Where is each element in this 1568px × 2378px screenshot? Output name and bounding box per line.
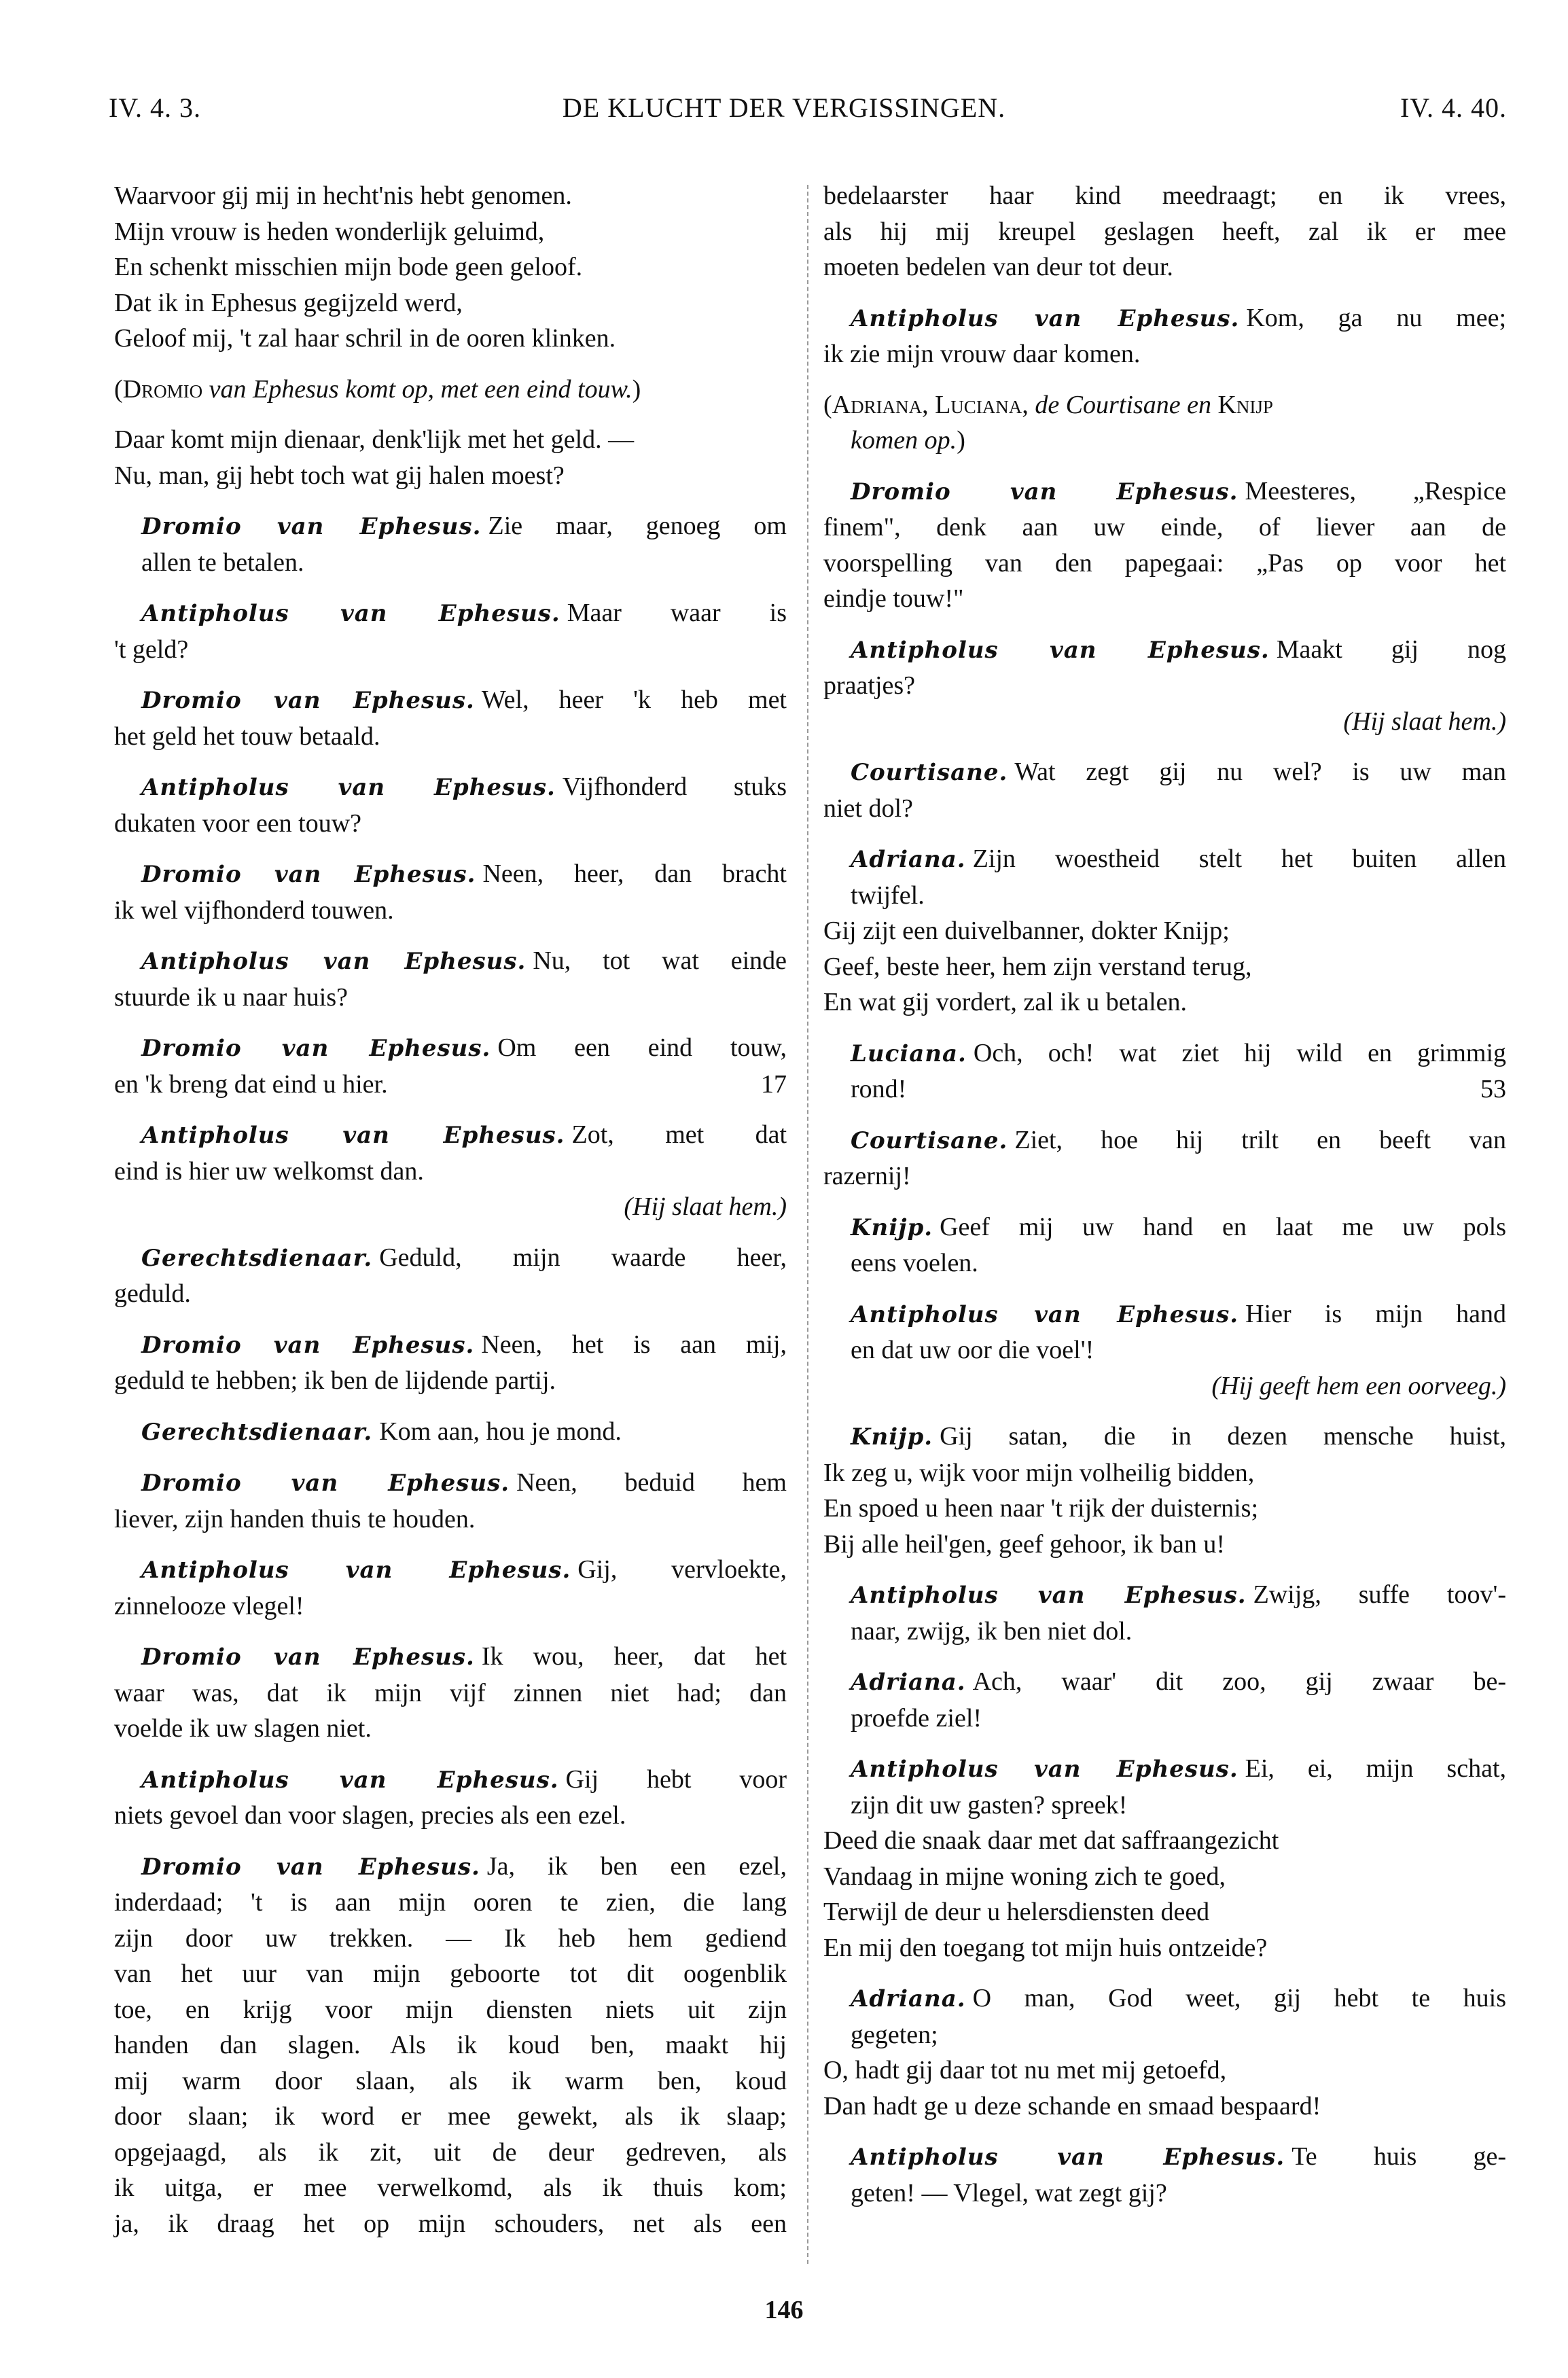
line-text: Zijn woestheid stelt het buiten allen — [972, 845, 1506, 873]
line-text: Vijfhonderd stuks — [562, 773, 787, 801]
speaker-name: Antipholus van Ephesus. — [851, 1582, 1247, 1609]
line-text: Nu, tot wat einde — [533, 946, 787, 975]
speech — [114, 1240, 787, 1312]
speech — [823, 474, 1506, 617]
line-number: 17 — [761, 1069, 787, 1099]
speaker-name: Adriana. — [851, 1669, 966, 1696]
text-line — [114, 249, 787, 285]
line-text: mij warm door slaan, als ik warm ben, koud — [114, 2066, 787, 2095]
stage-line — [823, 387, 1506, 423]
speech — [114, 1117, 787, 1225]
speaker-name: Antipholus van Ephesus. — [141, 1557, 571, 1584]
line-text: Mijn vrouw is heden wonderlijk geluimd, — [114, 217, 545, 246]
speaker-name: Antipholus van Ephesus. — [141, 948, 527, 975]
line-text: van het uur van mijn geboorte tot dit oogenblik — [114, 1959, 787, 1988]
text-line — [114, 1762, 787, 1798]
line-text: En wat gij vordert, zal ik u betalen. — [823, 988, 1187, 1016]
line-text: Vandaag in mijne woning zich te goed, — [823, 1862, 1226, 1891]
line-text: moeten bedelen van deur tot deur. — [823, 253, 1173, 281]
text-line — [114, 943, 787, 980]
text-line — [114, 2170, 787, 2206]
text-line — [823, 1577, 1506, 1614]
text-line — [823, 668, 1506, 704]
line-text: allen te betalen. — [141, 548, 304, 577]
stage-direction — [823, 387, 1506, 459]
text-line — [823, 1296, 1506, 1333]
stage-text: ) — [957, 426, 965, 455]
text-line — [114, 508, 787, 545]
text-line — [114, 2099, 787, 2135]
text-line — [823, 1158, 1506, 1194]
stage-text: komen op. — [851, 426, 957, 455]
text-line — [114, 682, 787, 719]
speaker-name: Luciana. — [851, 1040, 967, 1067]
speaker-name: Dromio van Ephesus. — [141, 861, 476, 888]
text-line — [114, 1067, 787, 1103]
text-line — [114, 1992, 787, 2028]
text-line — [823, 1071, 1506, 1107]
text-line — [823, 1332, 1506, 1368]
line-text: Meesteres, „Respice — [1245, 476, 1506, 505]
speech — [114, 856, 787, 928]
text-line — [823, 178, 1506, 214]
line-text: Terwijl de deur u helersdiensten deed — [823, 1898, 1210, 1926]
text-line — [114, 285, 787, 321]
text-line — [823, 1614, 1506, 1650]
speech — [823, 1981, 1506, 2124]
text-line — [823, 214, 1506, 250]
speaker-name: Courtisane. — [851, 1126, 1008, 1154]
line-text: Gij hebt voor — [565, 1764, 787, 1794]
speech — [114, 595, 787, 667]
stage-text: Dromio — [122, 374, 203, 404]
text-line — [823, 2089, 1506, 2125]
text-line — [114, 1465, 787, 1502]
text-line — [823, 1930, 1506, 1966]
line-text: rond! — [851, 1075, 907, 1103]
text-line — [823, 474, 1506, 510]
line-text: Dan hadt ge u deze schande en smaad bespaard! — [823, 2091, 1321, 2120]
text-line — [823, 984, 1506, 1021]
text-line — [823, 300, 1506, 337]
line-text: voorspelling van den papegaai: „Pas op voor het — [823, 548, 1506, 578]
line-text: ik zie mijn vrouw daar komen. — [823, 340, 1141, 368]
line-text: toe, en krijg voor mijn diensten niets uit zijn — [114, 1995, 787, 2024]
text-line — [823, 2053, 1506, 2089]
text-line — [823, 2176, 1506, 2212]
text-line — [114, 2063, 787, 2099]
line-text: niet dol? — [823, 794, 913, 823]
stage-direction — [114, 372, 787, 408]
line-text: Geduld, mijn waarde heer, — [379, 1243, 787, 1272]
line-text: geduld te hebben; ik ben de lijdende partij. — [114, 1366, 556, 1395]
line-text: praatjes? — [823, 671, 916, 700]
page-number: 146 — [764, 2296, 804, 2324]
speech — [114, 1414, 787, 1451]
text-line — [823, 1455, 1506, 1491]
line-text: Gij satan, die in dezen mensche huist, — [940, 1422, 1506, 1451]
speaker-name: Antipholus van Ephesus. — [851, 1300, 1239, 1328]
line-text: Dat ik in Ephesus gegijzeld werd, — [114, 288, 463, 317]
speaker-name: Antipholus van Ephesus. — [851, 636, 1270, 664]
line-text: Zwijg, suffe toov'- — [1253, 1580, 1506, 1609]
verse-passage — [114, 422, 787, 493]
line-text: Ja, ik ben een ezel, — [486, 1851, 787, 1881]
line-text: geten! — Vlegel, wat zegt gij? — [851, 2178, 1167, 2207]
text-line — [114, 1414, 787, 1451]
line-text: Waarvoor gij mij in hecht'nis hebt genomen. — [114, 181, 572, 210]
speaker-name: Antipholus van Ephesus. — [141, 1122, 565, 1149]
line-text: Te huis ge- — [1291, 2142, 1506, 2171]
speech — [114, 1552, 787, 1624]
stage-text: Luciana — [935, 390, 1022, 419]
line-text: Geef, beste heer, hem zijn verstand terug, — [823, 952, 1252, 981]
speech — [823, 1035, 1506, 1107]
speech — [114, 1465, 787, 1537]
text-line — [823, 2139, 1506, 2176]
text-line — [114, 1552, 787, 1589]
text-line — [114, 1276, 787, 1312]
line-text: twijfel. — [851, 881, 925, 910]
line-text: eindje touw!" — [823, 584, 964, 613]
right-column — [823, 178, 1506, 2211]
text-line — [823, 1751, 1506, 1788]
line-text: Gij zijt een duivelbanner, dokter Knijp; — [823, 917, 1230, 945]
speech — [823, 841, 1506, 1021]
text-line — [823, 1209, 1506, 1246]
text-line — [823, 754, 1506, 791]
speech — [823, 1122, 1506, 1194]
line-text: Geef mij uw hand en laat me uw pols — [940, 1212, 1506, 1241]
line-text: Om een eind touw, — [497, 1033, 787, 1062]
speech — [823, 1751, 1506, 1966]
text-line — [823, 1701, 1506, 1737]
line-text: En mij den toegang tot mijn huis ontzeide? — [823, 1933, 1268, 1962]
text-line — [114, 632, 787, 668]
text-line — [114, 1502, 787, 1538]
line-text: Kom, ga nu mee; — [1246, 303, 1507, 332]
text-line — [114, 1363, 787, 1399]
text-line — [114, 1240, 787, 1277]
line-text: zijn dit uw gasten? spreek! — [851, 1790, 1128, 1820]
speaker-name: Dromio van Ephesus. — [141, 1331, 475, 1359]
speaker-name: Dromio van Ephesus. — [141, 513, 482, 540]
speech — [114, 769, 787, 841]
stage-text: de Courtisane en — [1035, 390, 1211, 419]
speaker-name: Dromio van Ephesus. — [141, 1644, 475, 1671]
text-line — [114, 595, 787, 632]
line-text: naar, zwijg, ik ben niet dol. — [851, 1616, 1133, 1646]
text-line — [114, 893, 787, 929]
line-text: Ach, waar' dit zoo, gij zwaar be- — [972, 1667, 1506, 1696]
line-text: proefde ziel! — [851, 1703, 982, 1733]
column-divider — [807, 185, 808, 2264]
running-head-left: IV. 4. 3. — [109, 92, 202, 123]
stage-line — [114, 372, 787, 408]
line-text: ja, ik draag het op mijn schouders, net als een — [114, 2209, 787, 2238]
line-text: handen dan slagen. Als ik koud ben, maakt hij — [114, 2031, 787, 2059]
speech — [114, 1030, 787, 1102]
speech — [823, 1209, 1506, 1281]
speaker-name: Adriana. — [851, 1985, 966, 2012]
stage-text: Knijp — [1217, 390, 1273, 419]
line-text: Ik wou, heer, dat het — [481, 1642, 787, 1671]
line-text: eens voelen. — [851, 1249, 978, 1277]
text-line — [114, 1154, 787, 1190]
text-line — [823, 1664, 1506, 1701]
running-head-title: DE KLUCHT DER VERGISSINGEN. — [562, 92, 1006, 123]
text-line — [114, 2135, 787, 2171]
line-text: Neen, heer, dan bracht — [482, 859, 787, 888]
text-line — [114, 769, 787, 806]
speaker-name: Antipholus van Ephesus. — [851, 304, 1240, 332]
speech — [114, 943, 787, 1015]
text-line — [114, 806, 787, 842]
text-line — [823, 510, 1506, 546]
text-line — [114, 1885, 787, 1921]
speaker-name: Dromio van Ephesus. — [141, 1853, 480, 1881]
line-text: niets gevoel dan voor slagen, precies als een ezel. — [114, 1801, 626, 1830]
text-line — [114, 1956, 787, 1992]
speaker-name: Knijp. — [851, 1213, 933, 1241]
line-text: dukaten voor een touw? — [114, 809, 362, 838]
line-text: Gij, vervloekte, — [577, 1555, 787, 1584]
line-text: 't geld? — [114, 635, 189, 664]
speech — [823, 2139, 1506, 2211]
stage-line — [823, 423, 1506, 459]
stage-direction-aside: (Hij slaat hem.) — [624, 1192, 787, 1221]
text-line — [114, 1589, 787, 1625]
text-line — [114, 1030, 787, 1067]
stage-text: , — [922, 390, 936, 419]
line-text: Geloof mij, 't zal haar schril in de ooren klinken. — [114, 324, 616, 353]
line-number: 53 — [1480, 1075, 1506, 1103]
text-line — [823, 249, 1506, 285]
line-text: zinnelooze vlegel! — [114, 1591, 304, 1620]
speech — [114, 682, 787, 754]
text-line — [114, 1798, 787, 1834]
text-line — [823, 1491, 1506, 1527]
speaker-name: Dromio van Ephesus. — [851, 478, 1239, 505]
speaker-name: Courtisane. — [851, 759, 1008, 786]
text-line — [823, 841, 1506, 878]
speaker-name: Dromio van Ephesus. — [141, 1470, 510, 1497]
text-line — [114, 719, 787, 755]
line-text: Neen, het is aan mij, — [481, 1330, 787, 1359]
line-text: Och, och! wat ziet hij wild en grimmig — [973, 1038, 1506, 1067]
line-text: En schenkt misschien mijn bode geen geloof. — [114, 253, 583, 281]
text-line — [823, 2017, 1506, 2053]
line-text: als hij mij kreupel geslagen heeft, zal ik er mee — [823, 217, 1506, 246]
line-text: Hier is mijn hand — [1245, 1299, 1506, 1328]
speaker-name: Antipholus van Ephesus. — [141, 600, 560, 627]
line-text: razernij! — [823, 1162, 911, 1190]
text-line — [823, 1245, 1506, 1281]
line-text: gegeten; — [851, 2020, 938, 2049]
stage-direction-aside: (Hij geeft hem een oorveeg.) — [1211, 1371, 1506, 1400]
line-text: O, hadt gij daar tot nu met mij getoefd, — [823, 2056, 1227, 2084]
line-text: bedelaarster haar kind meedraagt; en ik vrees, — [823, 181, 1506, 210]
text-line — [823, 1981, 1506, 2017]
line-text: Maakt gij nog — [1276, 635, 1506, 664]
line-text: O man, God weet, gij hebt te huis — [972, 1984, 1506, 2012]
text-line — [823, 1859, 1506, 1895]
line-text: ik wel vijfhonderd touwen. — [114, 895, 394, 925]
line-text: zijn door uw trekken. — Ik heb hem gediend — [114, 1923, 787, 1953]
line-text: Ziet, hoe hij trilt en beeft van — [1014, 1125, 1506, 1154]
speech — [114, 1327, 787, 1399]
verse-passage — [823, 178, 1506, 285]
line-text: waar was, dat ik mijn vijf zinnen niet had; dan — [114, 1678, 787, 1707]
line-text: eind is hier uw welkomst dan. — [114, 1156, 424, 1186]
text-line — [823, 1035, 1506, 1072]
line-text: finem", denk aan uw einde, of liever aan de — [823, 513, 1506, 542]
line-text: het geld het touw betaald. — [114, 722, 380, 751]
line-text: ik uitga, er mee verwelkomd, als ik thuis kom; — [114, 2173, 787, 2202]
text-line — [823, 1419, 1506, 1455]
text-line — [823, 913, 1506, 949]
line-text: inderdaad; 't is aan mijn ooren te zien, die lang — [114, 1888, 787, 1917]
speaker-name: Dromio van Ephesus. — [141, 687, 475, 714]
speech — [823, 1296, 1506, 1404]
text-line — [114, 321, 787, 357]
speaker-name: Antipholus van Ephesus. — [141, 1766, 559, 1794]
speech — [114, 1762, 787, 1834]
running-head-right: IV. 4. 40. — [1400, 92, 1507, 123]
speech — [823, 1577, 1506, 1649]
line-text: geduld. — [114, 1279, 191, 1308]
line-text: Zot, met dat — [571, 1120, 787, 1149]
stage-text: ( — [823, 390, 832, 419]
line-text: Ik zeg u, wijk voor mijn volheilig bidden, — [823, 1458, 1255, 1487]
line-text: En spoed u heen naar 't rijk der duisternis; — [823, 1494, 1259, 1523]
line-text: Wat zegt gij nu wel? is uw man — [1014, 758, 1506, 786]
speaker-name: Antipholus van Ephesus. — [851, 1756, 1239, 1783]
text-line — [114, 1117, 787, 1154]
line-text: en 'k breng dat eind u hier. — [114, 1069, 388, 1099]
text-line — [114, 458, 787, 494]
speech — [823, 632, 1506, 740]
text-line — [114, 545, 787, 581]
stage-text: van Ephesus komt op, met een eind touw. — [202, 374, 632, 404]
verse-passage — [114, 178, 787, 357]
text-line — [823, 581, 1506, 617]
text-line — [114, 2027, 787, 2063]
speaker-name: Antipholus van Ephesus. — [851, 2144, 1285, 2171]
text-line — [823, 878, 1506, 914]
stage-text: ) — [632, 374, 641, 404]
text-line — [114, 214, 787, 250]
text-line — [114, 422, 787, 458]
text-line — [823, 336, 1506, 372]
line-text: Deed die snaak daar met dat saffraangezicht — [823, 1826, 1279, 1855]
text-line — [114, 1675, 787, 1711]
text-line — [823, 1788, 1506, 1824]
left-column — [114, 178, 787, 2241]
line-text: Maar waar is — [567, 599, 787, 627]
text-line — [114, 1327, 787, 1364]
text-line — [114, 1639, 787, 1675]
speech — [823, 754, 1506, 826]
speech — [823, 300, 1506, 372]
text-line — [114, 1849, 787, 1885]
line-text: stuurde ik u naar huis? — [114, 982, 349, 1012]
text-line — [114, 856, 787, 893]
speaker-name: Dromio van Ephesus. — [141, 1035, 491, 1062]
text-line — [823, 632, 1506, 669]
speaker-name: Knijp. — [851, 1423, 933, 1451]
stage-text: , — [1022, 390, 1035, 419]
text-line — [114, 980, 787, 1016]
text-line — [114, 178, 787, 214]
text-line — [823, 791, 1506, 827]
speech — [114, 1849, 787, 2242]
line-text: Neen, beduid hem — [516, 1468, 787, 1497]
line-text: door slaan; ik word er mee gewekt, als ik slaap; — [114, 2102, 787, 2131]
text-line — [114, 2206, 787, 2242]
stage-text: Adriana — [832, 390, 923, 419]
speech — [823, 1664, 1506, 1736]
text-line — [114, 1711, 787, 1747]
speaker-name: Antipholus van Ephesus. — [141, 774, 556, 801]
line-text: Ei, ei, mijn schat, — [1245, 1754, 1506, 1783]
speech — [114, 508, 787, 580]
line-text: Bij alle heil'gen, geef gehoor, ik ban u! — [823, 1529, 1225, 1559]
line-text: Zie maar, genoeg om — [488, 512, 787, 540]
text-line — [823, 949, 1506, 985]
text-line — [823, 1894, 1506, 1930]
text-line — [114, 1921, 787, 1957]
text-line — [823, 546, 1506, 582]
line-text: Kom aan, hou je mond. — [379, 1417, 622, 1446]
text-line — [823, 1823, 1506, 1859]
line-text: Daar komt mijn dienaar, denk'lijk met het geld. — — [114, 425, 635, 454]
line-text: opgejaagd, als ik zit, uit de deur gedreven, als — [114, 2137, 787, 2167]
line-text: Wel, heer 'k heb met — [481, 686, 787, 714]
speaker-name: Gerechtsdienaar. — [141, 1244, 373, 1272]
text-line — [823, 1122, 1506, 1159]
stage-text: ( — [114, 374, 123, 404]
stage-direction-aside: (Hij slaat hem.) — [1343, 707, 1506, 736]
speech — [823, 1419, 1506, 1562]
text-line — [823, 1527, 1506, 1563]
speaker-name: Adriana. — [851, 846, 966, 873]
speech — [114, 1639, 787, 1747]
line-text: voelde ik uw slagen niet. — [114, 1714, 372, 1743]
speaker-name: Gerechtsdienaar. — [141, 1418, 373, 1446]
line-text: liever, zijn handen thuis te houden. — [114, 1504, 476, 1533]
line-text: Nu, man, gij hebt toch wat gij halen moest? — [114, 461, 565, 490]
line-text: en dat uw oor die voel'! — [851, 1336, 1094, 1364]
